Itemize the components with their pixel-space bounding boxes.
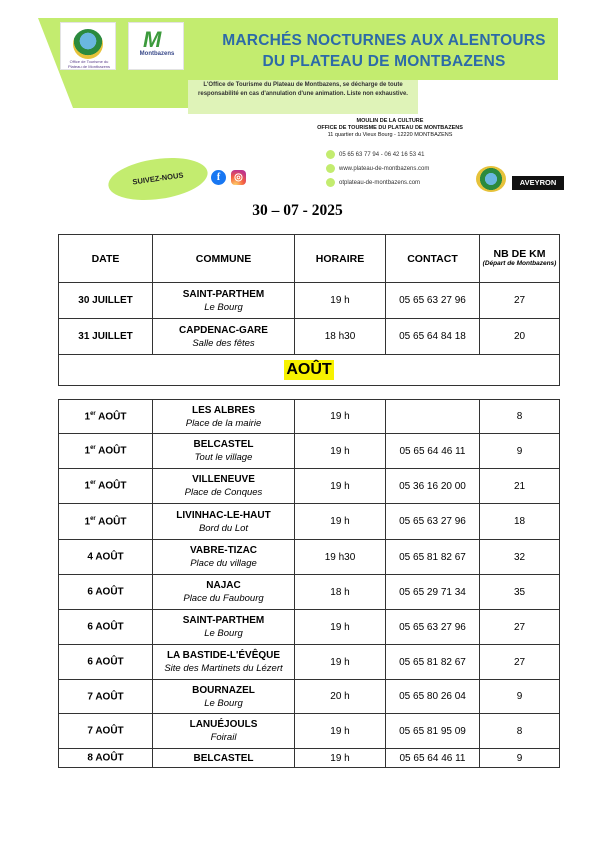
- cell-date: [59, 434, 153, 469]
- table-row: [59, 400, 560, 434]
- date-month: AOÛT: [95, 411, 127, 423]
- date-day: 1: [84, 516, 91, 528]
- date-day: 4: [87, 551, 93, 563]
- date-sup: er: [90, 480, 96, 487]
- cell-date: 31 JUILLET: [59, 319, 153, 355]
- date-month: AOÛT: [95, 480, 127, 492]
- cell-km: 9: [480, 434, 560, 469]
- cell-horaire: 19 h: [295, 283, 386, 319]
- cell-date: [59, 400, 153, 434]
- month-separator-cell: [59, 355, 560, 386]
- cell-horaire: 19 h: [295, 434, 386, 469]
- office-address: [300, 118, 480, 140]
- commune-place: Place du village: [190, 558, 257, 569]
- commune-place: Place du Faubourg: [183, 593, 264, 604]
- table-row: [59, 575, 560, 610]
- cell-km: 20: [480, 319, 560, 355]
- date-sup: er: [90, 515, 96, 522]
- date-day: 1: [84, 411, 91, 423]
- commune-name: SAINT-PARTHEM: [182, 288, 265, 300]
- phone-row: [326, 150, 424, 159]
- cell-horaire: 18 h30: [295, 319, 386, 355]
- commune-name: VABRE-TIZAC: [189, 545, 258, 556]
- cell-date: [59, 714, 153, 749]
- email-text[interactable]: otplateau-de-montbazens.com: [339, 179, 421, 186]
- commune-name: LES ALBRES: [192, 404, 255, 416]
- cell-date: [59, 645, 153, 680]
- commune-name: BOURNAZEL: [192, 684, 255, 696]
- cell-commune: [153, 575, 295, 610]
- tourism-office-logo-text: Office de Tourisme du Plateau de Montbazens: [67, 59, 111, 69]
- commune-place: Tout le village: [194, 452, 253, 463]
- cell-horaire: 18 h: [295, 575, 386, 610]
- email-row: [326, 178, 420, 187]
- phone-text: 05 65 63 77 94 - 06 42 16 53 41: [339, 151, 425, 158]
- commune-place: Le Bourg: [204, 697, 243, 709]
- cell-contact: 05 65 29 71 34: [386, 575, 480, 610]
- date-day: 1: [84, 480, 91, 492]
- header-km-label: NB DE KM: [493, 248, 546, 260]
- cell-commune: [153, 749, 295, 768]
- table-row: [59, 540, 560, 575]
- date-heading: 30 – 07 - 2025: [252, 202, 343, 219]
- cell-horaire: 19 h: [295, 400, 386, 434]
- cell-commune: [153, 540, 295, 575]
- follow-us-badge: SUIVEZ-NOUS: [106, 152, 211, 206]
- date-day: 1: [84, 445, 91, 457]
- cell-contact: 05 36 16 20 00: [386, 469, 480, 504]
- tourism-office-logo: [60, 22, 116, 70]
- commune-name: SAINT-PARTHEM: [182, 615, 265, 626]
- cell-contact: 05 65 64 84 18: [386, 319, 480, 355]
- commune-place: Le Bourg: [204, 628, 243, 639]
- cell-commune: [153, 283, 295, 319]
- address-line2: OFFICE DE TOURISME DU PLATEAU DE MONTBAZENS: [317, 125, 463, 132]
- commune-place: Salle des fêtes: [192, 337, 255, 349]
- commune-name: LIVINHAC-LE-HAUT: [176, 509, 271, 521]
- cell-commune: [153, 645, 295, 680]
- cell-horaire: 20 h: [295, 680, 386, 714]
- table-row: [59, 680, 560, 714]
- cell-contact: 05 65 81 82 67: [386, 645, 480, 680]
- cell-km: 27: [480, 283, 560, 319]
- table-header-row: [59, 235, 560, 283]
- cell-horaire: 19 h: [295, 714, 386, 749]
- date-month: AOÛT: [92, 586, 124, 598]
- month-separator-row: [59, 355, 560, 386]
- commune-name: LANUÉJOULS: [189, 719, 258, 730]
- cell-horaire: 19 h: [295, 504, 386, 540]
- header-commune: COMMUNE: [153, 235, 295, 283]
- commune-place: Place de Conques: [184, 487, 263, 498]
- table-row: [59, 283, 560, 319]
- address-line3: 11 quartier du Vieux Bourg - 12220 MONTBAZENS: [327, 132, 453, 139]
- aveyron-logo: AVEYRON: [512, 176, 564, 190]
- cell-contact: 05 65 64 46 11: [386, 749, 480, 768]
- commune-name: BELCASTEL: [193, 439, 254, 450]
- cell-contact: 05 65 64 46 11: [386, 434, 480, 469]
- date-day: 7: [87, 691, 93, 703]
- date-month: AOÛT: [92, 752, 124, 764]
- table-row: [59, 469, 560, 504]
- cell-date: [59, 575, 153, 610]
- cell-horaire: 19 h: [295, 645, 386, 680]
- date-day: 6: [87, 586, 93, 598]
- table-row: [59, 749, 560, 768]
- montbazens-logo-text: Montbazens: [139, 51, 175, 57]
- cell-km: 35: [480, 575, 560, 610]
- date-month: AOÛT: [95, 445, 127, 457]
- cell-horaire: 19 h30: [295, 540, 386, 575]
- page-title-line1: MARCHÉS NOCTURNES AUX ALENTOURS: [222, 32, 546, 49]
- commune-place: Le Bourg: [204, 301, 243, 313]
- cell-contact: [386, 400, 480, 434]
- date-month: AOÛT: [92, 725, 124, 737]
- cell-date: [59, 469, 153, 504]
- cell-commune: [153, 434, 295, 469]
- header-km: [480, 235, 560, 283]
- table-row: [59, 319, 560, 355]
- cell-horaire: 19 h: [295, 610, 386, 645]
- commune-name: BELCASTEL: [193, 752, 254, 764]
- cell-contact: 05 65 81 95 09: [386, 714, 480, 749]
- cell-commune: [153, 319, 295, 355]
- date-month: AOÛT: [92, 656, 124, 668]
- table-row: [59, 504, 560, 540]
- facebook-icon[interactable]: f: [211, 170, 226, 185]
- date-month: AOÛT: [92, 551, 124, 563]
- cell-km: 8: [480, 714, 560, 749]
- cell-km: 27: [480, 645, 560, 680]
- cell-commune: [153, 504, 295, 540]
- date-day: 6: [87, 621, 93, 633]
- instagram-icon[interactable]: ◎: [231, 170, 246, 185]
- cell-contact: 05 65 80 26 04: [386, 680, 480, 714]
- date-day: 8: [87, 752, 93, 764]
- montbazens-logo-mark: M: [143, 27, 162, 52]
- commune-name: LA BASTIDE-L'ÉVÊQUE: [166, 650, 281, 661]
- date-month: AOÛT: [92, 691, 124, 703]
- cell-commune: [153, 680, 295, 714]
- header-km-sub: (Départ de Montbazens): [482, 260, 557, 267]
- page-title-line2: DU PLATEAU DE MONTBAZENS: [262, 53, 506, 70]
- cell-km: 8: [480, 400, 560, 434]
- website-row: [326, 164, 429, 173]
- cell-km: 27: [480, 610, 560, 645]
- cell-km: 21: [480, 469, 560, 504]
- globe-icon: [326, 164, 335, 173]
- date-sup: er: [90, 410, 96, 417]
- cell-horaire: 19 h: [295, 749, 386, 768]
- month-label-aout: AOÛT: [286, 361, 332, 378]
- table-row: [59, 645, 560, 680]
- cell-commune: [153, 469, 295, 504]
- cell-contact: 05 65 63 27 96: [386, 504, 480, 540]
- header-horaire: HORAIRE: [295, 235, 386, 283]
- date-month: AOÛT: [92, 621, 124, 633]
- markets-table-august: [58, 399, 560, 768]
- header-date: DATE: [59, 235, 153, 283]
- cell-date: [59, 610, 153, 645]
- commune-place: Foirail: [210, 732, 237, 743]
- date-month: AOÛT: [95, 516, 127, 528]
- cell-commune: [153, 400, 295, 434]
- date-day: 7: [87, 725, 93, 737]
- commune-name: CAPDENAC-GARE: [179, 324, 268, 336]
- cell-date: 30 JUILLET: [59, 283, 153, 319]
- cell-contact: 05 65 63 27 96: [386, 610, 480, 645]
- cell-date: [59, 680, 153, 714]
- cell-horaire: 19 h: [295, 469, 386, 504]
- commune-place: Bord du Lot: [198, 522, 249, 534]
- phone-icon: [326, 150, 335, 159]
- tourism-office-logo-emblem: [73, 29, 103, 59]
- cell-km: 18: [480, 504, 560, 540]
- date-day: 6: [87, 656, 93, 668]
- website-text[interactable]: www.plateau-de-montbazens.com: [339, 165, 430, 172]
- montbazens-logo: [128, 22, 184, 70]
- table-row: [59, 610, 560, 645]
- address-line1: MOULIN DE LA CULTURE: [356, 118, 424, 124]
- table-row: [59, 714, 560, 749]
- cell-contact: 05 65 63 27 96: [386, 283, 480, 319]
- commune-place: Place de la mairie: [185, 417, 262, 429]
- cell-km: 32: [480, 540, 560, 575]
- cell-km: 9: [480, 680, 560, 714]
- cell-km: 9: [480, 749, 560, 768]
- cell-date: [59, 540, 153, 575]
- cell-commune: [153, 714, 295, 749]
- commune-name: NAJAC: [206, 580, 241, 591]
- cell-date: [59, 504, 153, 540]
- commune-place: Site des Martinets du Lézert: [164, 663, 283, 674]
- email-icon: [326, 178, 335, 187]
- commune-name: VILLENEUVE: [192, 474, 255, 485]
- markets-table-july: [58, 234, 560, 386]
- table-row: [59, 434, 560, 469]
- header-contact: CONTACT: [386, 235, 480, 283]
- tourism-office-small-logo: [476, 166, 506, 192]
- cell-date: [59, 749, 153, 768]
- cell-commune: [153, 610, 295, 645]
- disclaimer-text: L'Office de Tourisme du Plateau de Montbazens, se décharge de toute responsabilité en cas d'annulation d'une animation. Liste non exhaustive.: [198, 82, 408, 97]
- cell-contact: 05 65 81 82 67: [386, 540, 480, 575]
- date-sup: er: [90, 445, 96, 452]
